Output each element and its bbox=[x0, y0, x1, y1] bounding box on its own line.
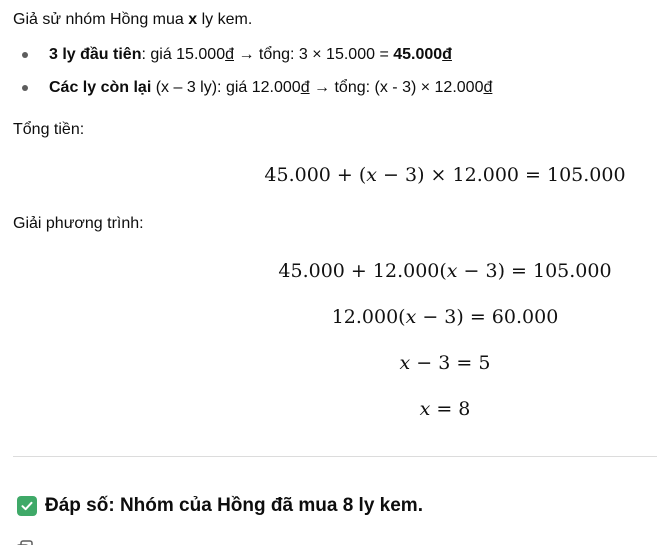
answer-text: Đáp số: Nhóm của Hồng đã mua 8 ly kem. bbox=[45, 495, 423, 516]
item-text: → tổng: 3 × 15.000 = bbox=[234, 46, 394, 63]
intro-paragraph bbox=[13, 8, 252, 32]
currency-symbol: đ bbox=[225, 46, 234, 63]
item-text: → tổng: (x - 3) × 12.000 bbox=[309, 79, 484, 96]
final-answer bbox=[17, 493, 423, 519]
variable-x: x bbox=[188, 11, 198, 28]
bullet-dot-icon bbox=[22, 85, 28, 91]
item-total: 45.000 bbox=[393, 46, 443, 63]
copy-icon[interactable] bbox=[15, 537, 35, 545]
intro-text: Giả sử nhóm Hồng mua bbox=[13, 11, 189, 28]
item-label: 3 ly đầu tiên bbox=[49, 46, 142, 63]
equation-main: 45.000 + (𝑥 − 3) × 12.000 = 105.000 bbox=[264, 164, 626, 186]
item-text: (x – 3 ly): giá 12.000 bbox=[151, 79, 301, 96]
solve-label: Giải phương trình: bbox=[13, 215, 144, 232]
equation-step-3: 𝑥 − 3 = 5 bbox=[399, 352, 491, 374]
divider bbox=[13, 456, 657, 457]
intro-text-end: ly kem. bbox=[197, 11, 253, 28]
currency-symbol: đ bbox=[483, 79, 493, 96]
item-text: : giá 15.000 bbox=[141, 46, 226, 63]
currency-symbol: đ bbox=[442, 46, 452, 63]
check-mark-button-icon bbox=[17, 496, 37, 516]
equation-step-1: 45.000 + 12.000(𝑥 − 3) = 105.000 bbox=[278, 260, 612, 282]
item-label: Các ly còn lại bbox=[49, 79, 152, 96]
total-label: Tổng tiền: bbox=[13, 121, 85, 138]
bullet-dot-icon bbox=[22, 52, 28, 58]
equation-step-4: 𝑥 = 8 bbox=[419, 398, 471, 420]
currency-symbol: đ bbox=[300, 79, 310, 96]
equation-step-2: 12.000(𝑥 − 3) = 60.000 bbox=[331, 306, 559, 328]
